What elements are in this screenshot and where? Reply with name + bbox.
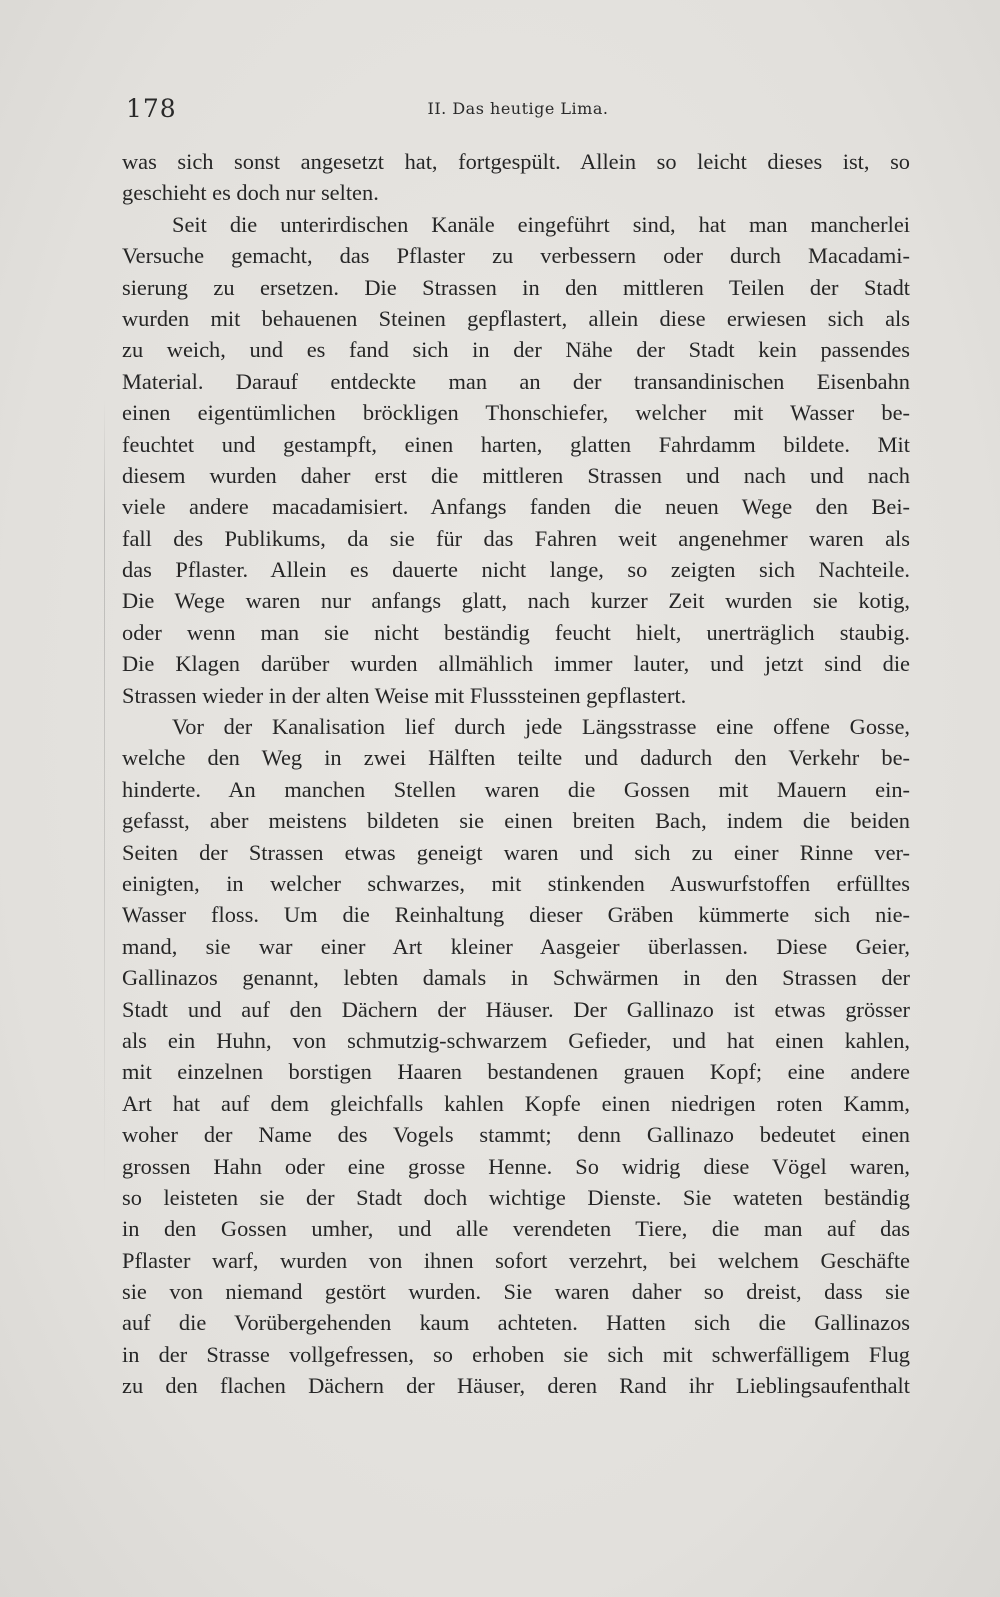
text-line: oder wenn man sie nicht beständig feucht hielt, unerträglich staubig. (122, 619, 910, 645)
text-line: Material. Darauf entdeckte man an der transandinischen Eisenbahn (122, 368, 910, 394)
text-line: in der Strasse vollgefressen, so erhoben sie sich mit schwerfälligem Flug (122, 1341, 910, 1367)
text-line: Art hat auf dem gleichfalls kahlen Kopfe einen niedrigen roten Kamm, (122, 1090, 910, 1116)
text-line: so leisteten sie der Stadt doch wichtige Dienste. Sie wateten beständig (122, 1184, 910, 1210)
text-line: was sich sonst angesetzt hat, fortgespült. Allein so leicht dieses ist, so (122, 149, 910, 174)
text-line: das Pflaster. Allein es dauerte nicht lange, so zeigten sich Nachteile. (122, 557, 910, 583)
page-number: 178 (126, 94, 177, 123)
paragraph (122, 209, 910, 711)
text-line: Gallinazos genannt, lebten damals in Schwärmen in den Strassen der (122, 965, 910, 991)
text-line: Pflaster warf, wurden von ihnen sofort verzehrt, bei welchem Geschäfte (122, 1247, 910, 1273)
text-line: sie von niemand gestört wurden. Sie waren daher so dreist, dass sie (122, 1279, 910, 1305)
text-line: zu den flachen Dächern der Häuser, deren Rand ihr Lieblingsaufenthalt (122, 1373, 910, 1399)
text-line: Versuche gemacht, das Pflaster zu verbessern oder durch Macadami- (122, 243, 910, 269)
text-line: welche den Weg in zwei Hälften teilte und dadurch den Verkehr be- (122, 745, 910, 771)
text-line: Die Wege waren nur anfangs glatt, nach kurzer Zeit wurden sie kotig, (122, 588, 910, 614)
text-line: Vor der Kanalisation lief durch jede Längsstrasse eine offene Gosse, (172, 714, 910, 740)
paragraph (122, 711, 910, 1402)
text-line: Wasser floss. Um die Reinhaltung dieser Gräben kümmerte sich nie- (122, 902, 910, 928)
text-line: geschieht es doch nur selten. (122, 180, 379, 206)
body-text (122, 146, 910, 1402)
text-line: grossen Hahn oder eine grosse Henne. So widrig diese Vögel waren, (122, 1153, 910, 1179)
margin-pencil-line (104, 400, 105, 1200)
text-line: mand, sie war einer Art kleiner Aasgeier überlassen. Diese Geier, (122, 933, 910, 959)
text-line: zu weich, und es fand sich in der Nähe der Stadt kein passendes (122, 337, 910, 363)
text-line: mit einzelnen borstigen Haaren bestandenen grauen Kopf; eine andere (122, 1059, 910, 1085)
text-line: sierung zu ersetzen. Die Strassen in den mittleren Teilen der Stadt (122, 274, 910, 300)
text-line: einen eigentümlichen bröckligen Thonschiefer, welcher mit Wasser be- (122, 400, 910, 426)
text-line: einigten, in welcher schwarzes, mit stinkenden Auswurfstoffen erfülltes (122, 870, 910, 896)
text-line: fall des Publikums, da sie für das Fahren weit angenehmer waren als (122, 525, 910, 551)
text-line: viele andere macadamisiert. Anfangs fanden die neuen Wege den Bei- (122, 494, 910, 520)
text-line: Stadt und auf den Dächern der Häuser. Der Gallinazo ist etwas grösser (122, 996, 910, 1022)
text-line: Seiten der Strassen etwas geneigt waren und sich zu einer Rinne ver- (122, 839, 910, 865)
text-line: diesem wurden daher erst die mittleren Strassen und nach und nach (122, 462, 910, 488)
text-line: auf die Vorübergehenden kaum achteten. Hatten sich die Gallinazos (122, 1310, 910, 1336)
text-line: Strassen wieder in der alten Weise mit Flusssteinen gepflastert. (122, 682, 687, 708)
text-line: hinderte. An manchen Stellen waren die Gossen mit Mauern ein- (122, 776, 910, 802)
text-line: wurden mit behauenen Steinen gepflastert, allein diese erwiesen sich als (122, 305, 910, 331)
text-line: woher der Name des Vogels stammt; denn Gallinazo bedeutet einen (122, 1122, 910, 1148)
text-line: Seit die unterirdischen Kanäle eingeführt sind, hat man mancherlei (172, 211, 910, 237)
text-line: in den Gossen umher, und alle verendeten Tiere, die man auf das (122, 1216, 910, 1242)
text-line: feuchtet und gestampft, einen harten, glatten Fahrdamm bildete. Mit (122, 431, 910, 457)
text-line: Die Klagen darüber wurden allmählich immer lauter, und jetzt sind die (122, 651, 910, 677)
text-line: gefasst, aber meistens bildeten sie einen breiten Bach, indem die beiden (122, 808, 910, 834)
paragraph (122, 146, 910, 209)
text-line: als ein Huhn, von schmutzig-schwarzem Gefieder, und hat einen kahlen, (122, 1027, 910, 1053)
running-title: II. Das heutige Lima. (427, 99, 609, 118)
page-header (126, 96, 910, 130)
